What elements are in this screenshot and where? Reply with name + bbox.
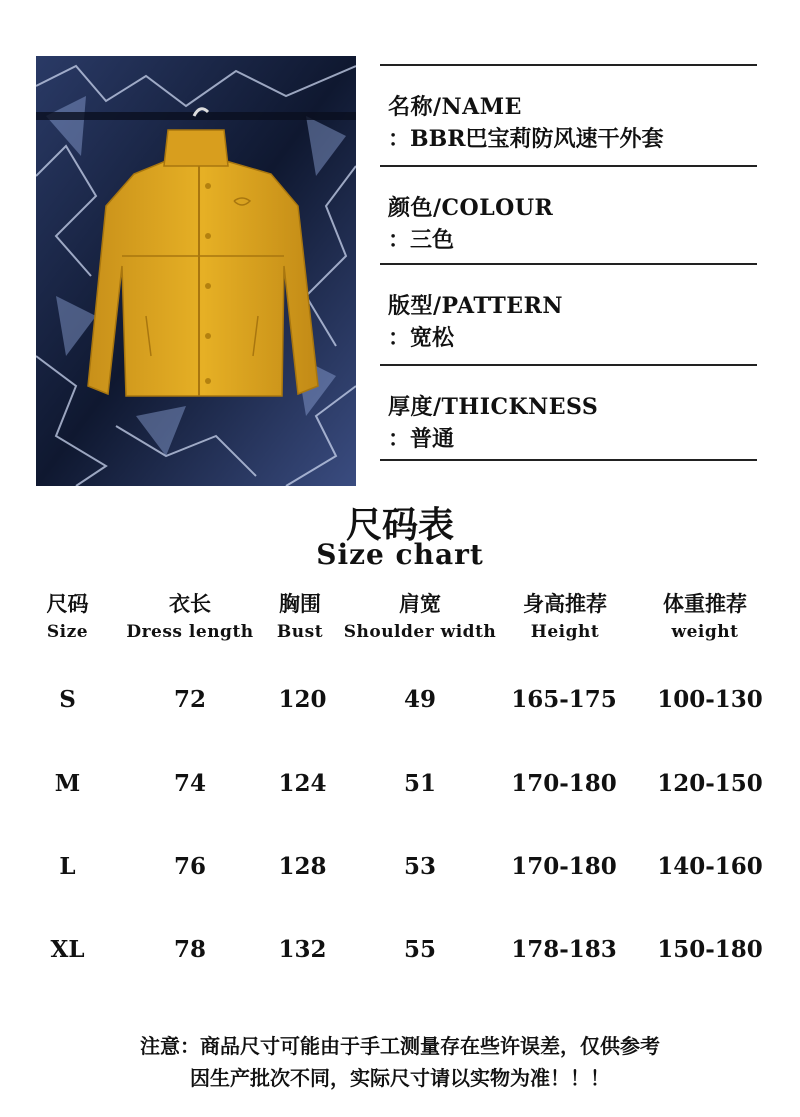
product-photo — [36, 56, 356, 486]
header-en: Shoulder width — [343, 622, 497, 642]
header-bust — [265, 588, 335, 642]
cell-shoulder: 53 — [403, 853, 436, 880]
cell-size: S — [59, 686, 76, 713]
cell-length: 72 — [173, 686, 206, 713]
name-label: 名称/NAME — [388, 94, 522, 120]
cell-shoulder: 55 — [403, 936, 436, 963]
field-thickness — [380, 366, 757, 459]
cell-shoulder: 51 — [403, 770, 436, 797]
cell-bust: 120 — [278, 686, 327, 713]
thickness-value: ：普通 — [388, 426, 455, 452]
cell-bust: 124 — [278, 770, 327, 797]
cell-length: 76 — [173, 853, 206, 880]
cell-height: 170-180 — [511, 853, 617, 880]
header-shoulder — [335, 588, 505, 642]
cell-weight: 140-160 — [657, 853, 763, 880]
note-line-2: 因生产批次不同，实际尺寸请以实物为准！！！ — [190, 1066, 610, 1090]
header-en: Height — [530, 622, 600, 642]
cell-weight: 120-150 — [657, 770, 763, 797]
cell-shoulder: 49 — [403, 686, 436, 713]
cell-weight: 150-180 — [657, 936, 763, 963]
field-colour — [380, 167, 757, 263]
cell-bust: 128 — [278, 853, 327, 880]
note-line-1: 注意：商品尺寸可能由于手工测量存在些许误差，仅供参考 — [140, 1034, 660, 1058]
cell-size: M — [54, 770, 81, 797]
table-row — [0, 770, 800, 810]
header-en: weight — [671, 622, 739, 642]
header-weight — [640, 588, 770, 642]
cell-height: 178-183 — [511, 936, 617, 963]
colour-label: 颜色/COLOUR — [388, 195, 554, 221]
header-cn: 衣长 — [169, 591, 211, 616]
header-cn: 胸围 — [279, 591, 321, 616]
cell-size: L — [59, 853, 76, 880]
field-pattern — [380, 265, 757, 364]
size-chart-title-cn: 尺码表 — [345, 504, 454, 546]
thickness-label: 厚度/THICKNESS — [388, 394, 599, 420]
pattern-label: 版型/PATTERN — [388, 293, 563, 319]
cell-height: 165-175 — [511, 686, 617, 713]
cell-size: XL — [50, 936, 85, 963]
colour-value: ：三色 — [388, 227, 455, 253]
table-row — [0, 686, 800, 726]
divider — [380, 459, 757, 461]
header-en: Dress length — [126, 622, 254, 642]
cell-length: 78 — [173, 936, 206, 963]
header-en: Bust — [276, 622, 324, 642]
header-length — [115, 588, 265, 642]
field-name — [380, 66, 757, 165]
product-info-panel — [380, 64, 757, 461]
size-chart-title-en: Size chart — [316, 538, 484, 571]
header-en: Size — [46, 622, 89, 642]
header-cn: 体重推荐 — [663, 591, 747, 616]
pattern-value: ：宽松 — [388, 325, 455, 351]
header-cn: 尺码 — [46, 591, 89, 616]
cell-height: 170-180 — [511, 770, 617, 797]
name-value: ：BBR巴宝莉防风速干外套 — [388, 126, 664, 152]
header-cn: 肩宽 — [399, 591, 441, 616]
header-size — [20, 588, 115, 642]
jacket-photo-illustration — [36, 56, 356, 486]
header-height — [505, 588, 625, 642]
cell-bust: 132 — [278, 936, 327, 963]
cell-length: 74 — [173, 770, 206, 797]
table-row — [0, 936, 800, 976]
table-row — [0, 853, 800, 893]
header-cn: 身高推荐 — [523, 591, 607, 616]
cell-weight: 100-130 — [657, 686, 763, 713]
